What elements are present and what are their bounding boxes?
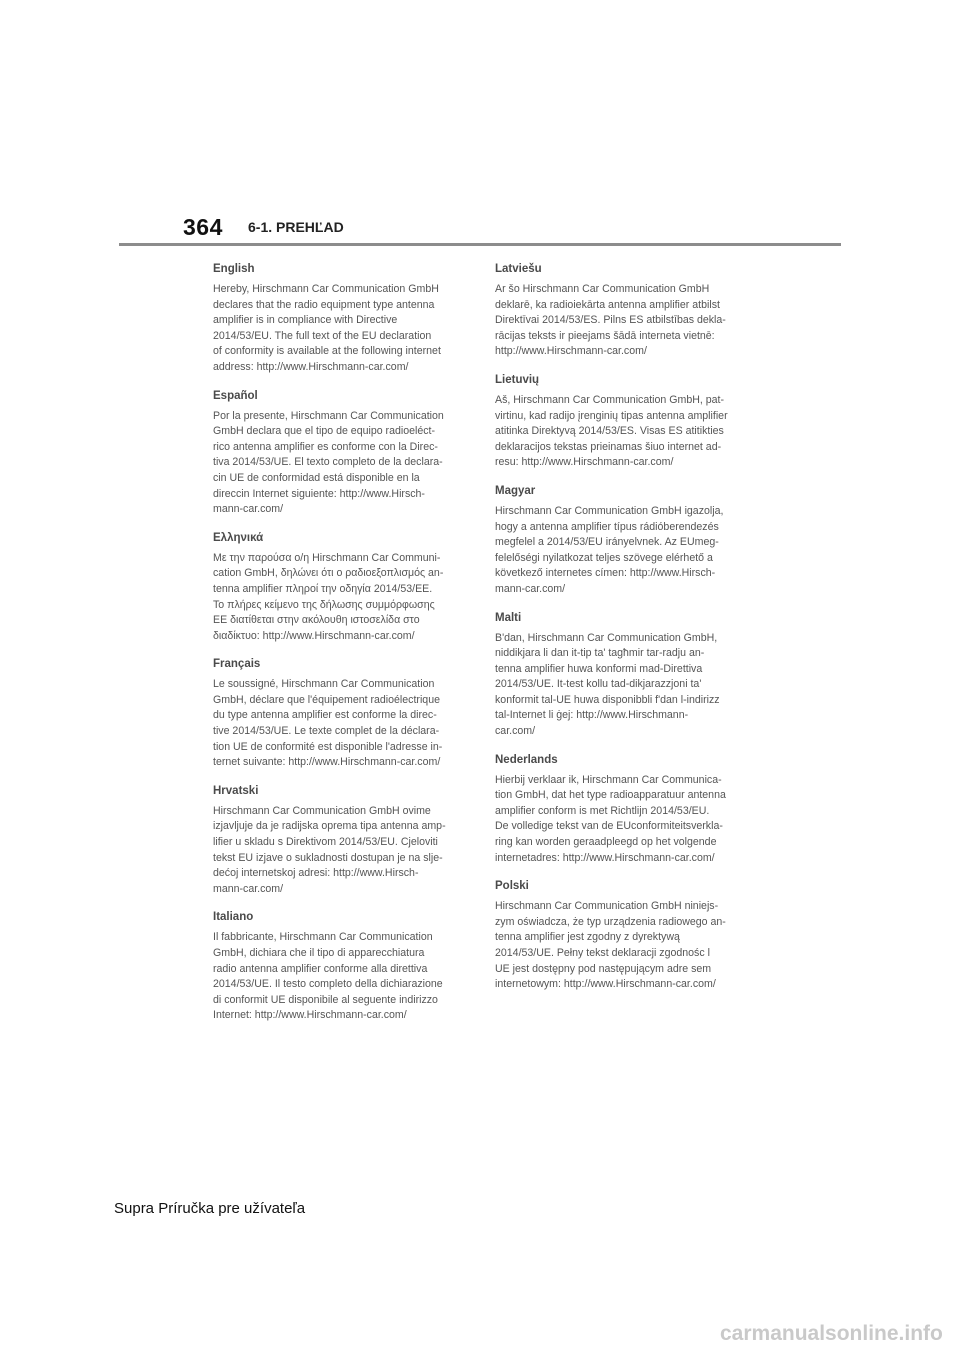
declaration-text: Hirschmann Car Communication GmbH ovime izjavljuje da je radijska oprema tipa antenna amp- lifier u skladu s Direktivom 2014/53/EU. Cjeloviti tekst EU izjave o sukladnosti dostupan je na slje- dećoj internetskoj adresi: http://www.Hirsch- mann-car.com/ <box>213 804 446 895</box>
declaration-malti <box>495 611 749 740</box>
language-heading: Polski <box>495 880 529 893</box>
footer-manual-title: Supra Príručka pre užívateľa <box>114 1200 306 1217</box>
language-heading: Lietuvių <box>495 373 540 386</box>
section-title: 6-1. PREHĽAD <box>248 219 344 235</box>
language-heading: Italiano <box>213 911 254 924</box>
declaration-espanol <box>213 389 467 518</box>
language-heading: English <box>213 263 255 275</box>
declaration-text: Le soussigné, Hirschmann Car Communication GmbH, déclare que l'équipement radioélectrique du type antenna amplifier est conforme la direc- tive 2014/53/UE. Le texte complet de la déclara- tion UE de conformité est disponible l'adresse in- ternet suivante: http://www.Hirschmann-car.com/ <box>213 678 443 769</box>
language-heading: Français <box>213 658 261 671</box>
page-number: 364 <box>183 214 223 240</box>
declaration-italiano <box>213 910 467 1024</box>
language-heading: Nederlands <box>495 753 558 766</box>
declaration-magyar <box>495 484 749 598</box>
declaration-text: Ar šo Hirschmann Car Communication GmbH deklarē, ka radioiekārta antenna amplifier atbilst Direktīvai 2014/53/ES. Pilns ES atbilstības dekla- rācijas teksts ir pieejams šādā interneta vietnē: http://www.Hirschmann-car.com/ <box>495 283 726 358</box>
watermark-text: carmanualsonline.info <box>720 1322 943 1345</box>
declaration-lietuviu <box>495 373 749 471</box>
declaration-english <box>213 262 467 376</box>
declaration-text: Aš, Hirschmann Car Communication GmbH, pat- virtinu, kad radijo įrenginių tipas antenna amplifier atitinka Direktyvą 2014/53/ES. Visas ES atitikties deklaracijos tekstas prieinamas šiuo internet ad- resu: http://www.Hirschmann-car.com/ <box>495 393 728 469</box>
declaration-nederlands <box>495 753 749 867</box>
declaration-text: Hereby, Hirschmann Car Communication GmbH declares that the radio equipment type antenna amplifier is in compliance with Directive 2014/53/EU. The full text of the EU declaration of conformity is available at the following internet address: http://www.Hirschmann-car.com/ <box>213 283 441 373</box>
declaration-polski <box>495 879 749 993</box>
declaration-text: Hirschmann Car Communication GmbH niniejs- zym oświadcza, że typ urządzenia radiowego an- tenna amplifier jest zgodny z dyrektywą 2014/53/UE. Pełny tekst deklaracji zgodnośc l UE jest dostępny pod następującym adre sem internetowym: http://www.Hirschmann-car.com/ <box>495 900 726 991</box>
watermark <box>710 1318 960 1358</box>
declaration-latviesu <box>495 262 749 360</box>
declaration-text: Il fabbricante, Hirschmann Car Communication GmbH, dichiara che il tipo di apparecchiatura radio antenna amplifier conforme alla direttiva 2014/53/UE. Il testo completo della dichiarazione di conformit UE disponibile al seguente indirizzo Internet: http://www.Hirschmann-car.com/ <box>213 931 443 1022</box>
left-column <box>213 262 467 1037</box>
language-heading: Español <box>213 389 258 402</box>
declaration-hrvatski <box>213 784 467 898</box>
declaration-text: Hierbij verklaar ik, Hirschmann Car Communica- tion GmbH, dat het type radioapparatuur antenna amplifier conform is met Richtlijn 2014/53/EU. De volledige tekst van de EUconformiteitsverkla- ring kan worden geraadpleegd op het volgende internetadres: http://www.Hirschmann-car.com/ <box>495 773 726 864</box>
right-column <box>495 262 749 1006</box>
language-heading: Hrvatski <box>213 784 259 797</box>
language-heading: Latviešu <box>495 263 542 275</box>
declaration-greek <box>213 531 467 645</box>
declaration-francais <box>213 657 467 771</box>
declaration-text: Por la presente, Hirschmann Car Communication GmbH declara que el tipo de equipo radioeléct- rico antenna amplifier es conforme con la Direc- tiva 2014/53/UE. El texto completo de la declara- cin UE de conformidad está disponible en la direccin Internet siguiente: http://www.Hirsch- mann-car.com/ <box>213 409 444 516</box>
declaration-text: B'dan, Hirschmann Car Communication GmbH, niddikjara li dan it-tip ta' tagħmir tar-radju an- tenna amplifier huwa konformi mad-Direttiva 2014/53/UE. It-test kollu tad-dikjarazzjoni ta' konformit tal-UE huwa disponibbli f'dan l-indirizz tal-Internet li ġej: http://www.Hirschmann- car.com/ <box>495 631 720 738</box>
language-heading: Ελληνικά <box>213 531 264 544</box>
language-heading: Malti <box>495 611 522 624</box>
language-heading: Magyar <box>495 484 536 497</box>
declaration-text: Hirschmann Car Communication GmbH igazolja, hogy a antenna amplifier típus rádióberendezés megfelel a 2014/53/EU irányelvnek. Az EUmeg- felelőségi nyilatkozat teljes szövege elérhető a következő internetes címen: http://www.Hirsch- mann-car.com/ <box>495 504 724 595</box>
header-divider <box>119 243 841 246</box>
declaration-text: Με την παρούσα ο/η Hirschmann Car Communi- cation GmbH, δηλώνει ότι ο ραδιοεξοπλισμός an- tenna amplifier πληροί την οδηγία 2014/53/ΕΕ. Το πλήρες κείμενο της δήλωσης συμμόρφωσης ΕΕ διατίθεται στην ακόλουθη ιστοσελίδα στο διαδίκτυο: http://www.Hirschmann-car.com/ <box>213 551 444 642</box>
